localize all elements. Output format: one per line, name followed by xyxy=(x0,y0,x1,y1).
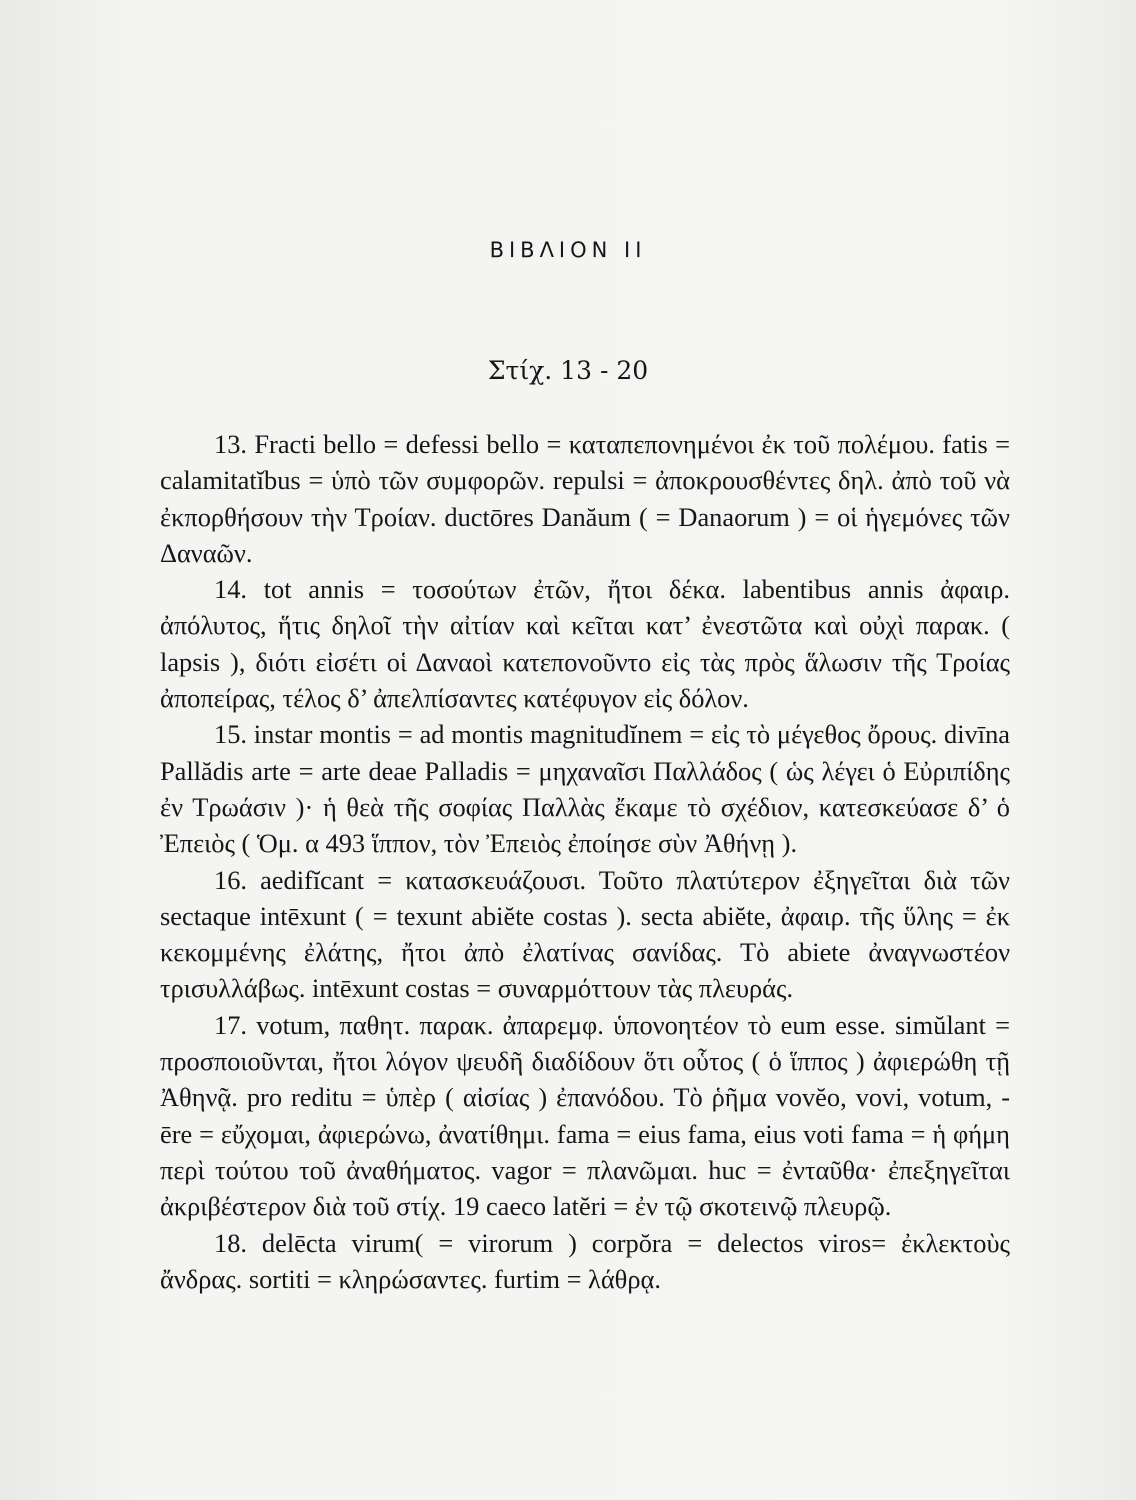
commentary-body xyxy=(160,426,1010,1297)
verse-range-subheading: Στίχ. 13 - 20 xyxy=(487,356,649,385)
commentary-paragraph-18: 18. delēcta virum( = virorum ) corpŏra = delectos viros= ἐκλεκτοὺς ἄνδρας. sortiti = κληρώσαντες. furtim = λάθρᾳ. xyxy=(160,1227,1010,1294)
commentary-paragraph-17: 17. votum, παθητ. παρακ. ἀπαρεμφ. ὑπονοητέον τὸ eum esse. simŭlant = προσποιοῦνται, ἤτοι λόγον ψευδῆ διαδίδουν ὅτι οὗτος ( ὁ ἵππος ) ἀφιερώθη τῇ Ἀθηνᾷ. pro reditu = ὑπὲρ ( αἰσίας ) ἐπανόδου. Τὸ ῥῆμα vovĕo, vovi, votum, - ēre = εὔχομαι, ἀφιερώνω, ἀνατίθημι. fama = eius fama, eius voti fama = ἡ φήμη περὶ τούτου τοῦ ἀναθήματος. vagor = πλανῶμαι. huc = ἐνταῦθα· ἐπεξηγεῖται ἀκριβέστερον διὰ τοῦ στίχ. 19 caeco latĕri = ἐν τῷ σκοτεινῷ πλευρῷ. xyxy=(160,1009,1010,1222)
commentary-paragraph-16: 16. aedifĭcant = κατασκευάζουσι. Τοῦτο πλατύτερον ἐξηγεῖται διὰ τῶν sectaque intēxunt ( = texunt abiĕte costas ). secta abiĕte, ἀφαιρ. τῆς ὕλης = ἐκ κεκομμένης ἐλάτης, ἤτοι ἀπὸ ἐλατίνας σανίδας. Τὸ abiete ἀναγνωστέον τρισυλλάβως. intēxunt costas = συναρμόττουν τὰς πλευράς. xyxy=(160,864,1010,1004)
commentary-paragraph-13: 13. Fracti bello = defessi bello = καταπεπονημένοι ἐκ τοῦ πολέμου. fatis = calamitatĭbus = ὑπὸ τῶν συμφορῶν. repulsi = ἀποκρουσθέντες δηλ. ἀπὸ τοῦ νὰ ἐκπορθήσουν τὴν Τροίαν. ductōres Danăum ( = Danaorum ) = οἱ ἡγεμόνες τῶν Δαναῶν. xyxy=(160,429,1010,568)
section-heading: ΒΙΒΛΙΟΝ ΙΙ xyxy=(489,238,647,262)
commentary-paragraph-15: 15. instar montis = ad montis magnitudĭnem = εἰς τὸ μέγεθος ὄρους. divīna Pallădis arte = arte deae Palladis = μηχαναῖσι Παλλάδος ( ὡς λέγει ὁ Εὐριπίδης ἐν Τρωάσιν )· ἡ θεὰ τῆς σοφίας Παλλὰς ἔκαμε τὸ σχέδιον, κατεσκεύασε δ’ ὁ Ἐπειὸς ( Ὁμ. α 493 ἵππον, τὸν Ἐπειὸς ἐποίησε σὺν Ἀθήνῃ ). xyxy=(160,719,1010,859)
commentary-paragraph-14: 14. tot annis = τοσούτων ἐτῶν, ἤτοι δέκα. labentibus annis ἀφαιρ. ἀπόλυτος, ἥτις δηλοῖ τὴν αἰτίαν καὶ κεῖται κατ’ ἐνεστῶτα καὶ οὐχὶ παρακ. ( lapsis ), διότι εἰσέτι οἱ Δαναοὶ κατεπονοῦντο εἰς τὰς πρὸς ἅλωσιν τῆς Τροίας ἀποπείρας, τέλος δ’ ἀπελπίσαντες κατέφυγον εἰς δόλον. xyxy=(160,574,1010,714)
